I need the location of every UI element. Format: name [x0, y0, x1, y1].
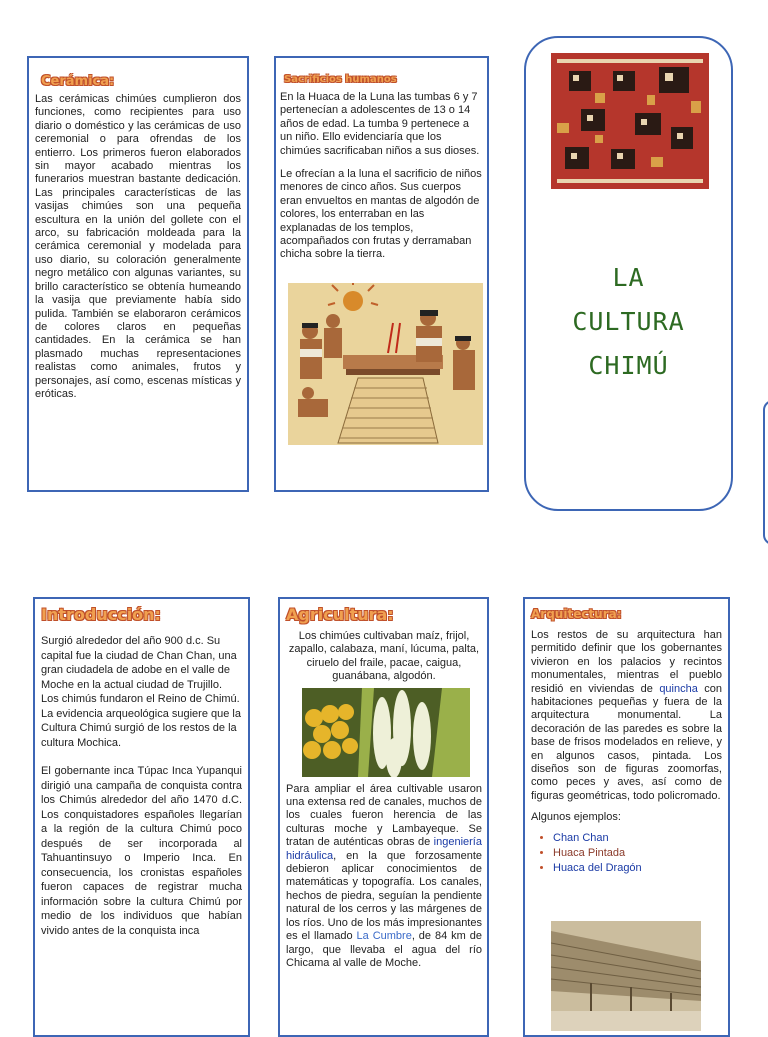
introduccion-paragraph-2: El gobernante inca Túpac Inca Yupanqui dirigió una campaña de conquista contra los Chimús alrededor del año 1470 d.C. Los conquistadores españoles llegarían a la región de la cultura Chimú poco después de ser incorporada al Tahuantinsuyo o Imperio Inca. En consecuencia, los cronistas españoles fueron capaces de registrar mucha información sobre la cultura Chimú por medio de los individuos que habían vivido antes de la conquista inca	[41, 765, 242, 937]
panel-agricultura	[278, 597, 489, 1037]
examples-list	[531, 831, 722, 876]
introduccion-title: Introducción:	[41, 605, 161, 624]
examples-label: Algunos ejemplos:	[531, 811, 621, 824]
panel-arquitectura	[523, 597, 730, 1037]
link-chan-chan[interactable]: Chan Chan	[553, 831, 609, 844]
agricultura-text-c: , de 84 km de largo, que llevaba el agua del río Chicama al valle de Moche.	[286, 930, 482, 969]
link-ingenieria-hidraulica[interactable]: ingeniería hidráulica	[286, 836, 482, 862]
panel-introduccion	[33, 597, 250, 1037]
panel-ceramica	[27, 56, 249, 492]
cover-panel	[524, 36, 733, 511]
adjacent-panel-edge	[763, 400, 768, 545]
arquitectura-text-a: Los restos de su arquitectura han permitido definir que los gobernantes vivieron en los palacios y recintos monumentales, mientras el pueblo residió en viviendas de	[531, 629, 722, 695]
ceramica-body: Las cerámicas chimúes cumplieron dos funciones, como recipientes para uso diario o doméstico y las cerámicas de uso ceremonial o para ofrendas de los entierro. Los primeros fueron elaborados sin mayor acabado mientras los funerarios muestran bastante dedicación. Las principales características de las vasijas chimúes son una pequeña escultura en la unión del gollete con el arco, su fabricación moldeada para la cerámica ceremonial y modelada para uso diario, su coloración generalmente negro metálico con algunas variantes, su brillo característico se obtenía humeando la vasija que previamente había sido pulida. También se elaboraron cerámicos de colores claros en pequeñas cantidades. En la cerámica se han plasmado muchas representaciones realistas como animales, frutos y personajes, así como, escenas místicas y eróticas.	[35, 93, 241, 400]
link-huaca-del-dragon[interactable]: Huaca del Dragón	[553, 861, 642, 874]
ceramica-title: Cerámica:	[41, 74, 115, 89]
introduccion-paragraph-1: Surgió alrededor del año 900 d.c. Su capital fue la ciudad de Chan Chan, una gran ciudadela de adobe en el valle de Moche en la actual ciudad de Trujillo. Los chimús fundaron el Reino de Chimú. La evidencia arqueológica sugiere que la Cultura Chimú surgió de los restos de la cultura Mochica.	[41, 635, 241, 749]
arquitectura-text-b: con habitaciones pequeñas y fuera de la arquitectura monumental. La decoración de las paredes es sobre la base de frisos modelados en relieve, y en algunos casos, pintada. Los diseños son de figuras zoomorfas, como peces y aves, así como de figuras geométricas, todo policromado.	[531, 682, 722, 802]
arquitectura-paragraph-1	[531, 629, 722, 803]
cover-title-line-1: LA	[612, 263, 645, 292]
cover-title	[526, 256, 731, 388]
example-item-chan-chan	[553, 831, 722, 846]
corn-photo	[302, 688, 470, 777]
example-item-huaca-del-dragon	[553, 861, 722, 876]
link-la-cumbre[interactable]: La Cumbre	[356, 930, 412, 943]
example-item-huaca-pintada	[553, 846, 722, 861]
sacrificios-title: Sacrificios humanos	[284, 74, 397, 85]
link-huaca-pintada[interactable]: Huaca Pintada	[553, 846, 626, 859]
link-quincha[interactable]: quincha	[659, 682, 698, 695]
agricultura-title: Agricultura:	[286, 605, 394, 624]
sacrifice-illustration	[288, 283, 483, 445]
agricultura-paragraph-2	[286, 783, 482, 971]
agricultura-paragraph-1: Los chimúes cultivaban maíz, frijol, zapallo, calabaza, maní, lúcuma, palta, ciruelo del fraile, pacae, caigua, guanábana, algodón.	[288, 630, 480, 683]
sacrificios-paragraph-1: En la Huaca de la Luna las tumbas 6 y 7 pertenecían a adolescentes de 13 o 14 años de edad. La tumba 9 pertenece a un niño. Ello evidenciaría que los chimúes sacrificaban niños a sus dioses.	[280, 91, 480, 157]
agricultura-text-b: , en la que forzosamente debieron aplicar conocimientos de matemáticas y topografía. Los canales, hechos de piedra, seguían la pendiente natural de los cerros y las márgenes de los ríos. Uno de los más impresionantes es el llamado	[286, 849, 482, 943]
arquitectura-title: Arquitectura:	[531, 607, 622, 621]
cover-title-line-3: CHIMÚ	[588, 351, 669, 380]
textile-image	[551, 53, 709, 189]
agricultura-text-a: Para ampliar el área cultivable usaron una extensa red de canales, muchos de los cuales fueron herencia de las culturas moche y Lambayeque. Se tratan de auténticas obras de	[286, 782, 482, 849]
sacrificios-paragraph-2: Le ofrecían a la luna el sacrificio de niños menores de cinco años. Sus cuerpos eran envueltos en mantas de algodón de colores, los enterraban en las explanadas de los templos, acompañados con frutas y derramaban chicha sobre la tierra.	[280, 168, 482, 261]
panel-sacrificios	[274, 56, 489, 492]
cover-title-line-2: CULTURA	[572, 307, 685, 336]
ruins-photo	[551, 921, 701, 1031]
